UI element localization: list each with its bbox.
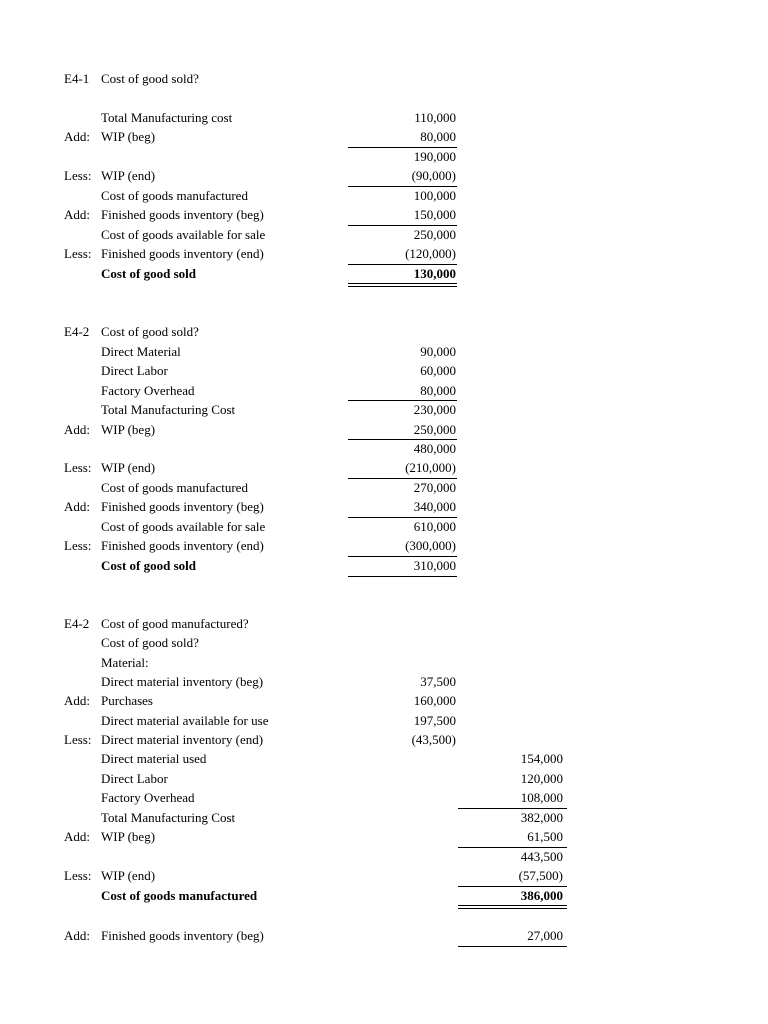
row-label: Finished goods inventory (beg) xyxy=(101,207,264,222)
row-label: Total Manufacturing cost xyxy=(101,110,233,125)
row-amount: 443,500 xyxy=(520,849,563,864)
statement-row xyxy=(0,421,768,439)
row-label: Finished goods inventory (beg) xyxy=(101,499,264,514)
statement-row xyxy=(0,382,768,400)
exercise-question: Cost of good manufactured? xyxy=(101,616,249,631)
row-operator: Add: xyxy=(64,693,90,708)
row-operator: Add: xyxy=(64,829,90,844)
row-label: Cost of goods manufactured xyxy=(101,188,248,203)
statement-row xyxy=(0,615,768,633)
statement-row xyxy=(0,927,768,945)
double-underline-rule xyxy=(348,286,457,287)
statement-row xyxy=(0,362,768,380)
row-amount: 230,000 xyxy=(413,402,456,417)
row-label: Total Manufacturing Cost xyxy=(101,402,236,417)
row-amount: 80,000 xyxy=(420,383,456,398)
statement-row xyxy=(0,887,768,905)
statement-row xyxy=(0,731,768,749)
statement-row xyxy=(0,323,768,341)
statement-row xyxy=(0,128,768,146)
statement-row xyxy=(0,809,768,827)
row-amount: 120,000 xyxy=(520,771,563,786)
row-operator: Less: xyxy=(64,460,92,475)
row-amount: 27,000 xyxy=(527,928,563,943)
row-label: Factory Overhead xyxy=(101,383,195,398)
row-label: Total Manufacturing Cost xyxy=(101,810,236,825)
row-amount: 154,000 xyxy=(520,751,563,766)
row-label: WIP (end) xyxy=(101,168,156,183)
row-amount: (300,000) xyxy=(405,538,456,553)
statement-row xyxy=(0,148,768,166)
statement-row xyxy=(0,70,768,88)
total-amount: 386,000 xyxy=(520,888,563,903)
row-label: Direct material used xyxy=(101,751,207,766)
row-operator: Add: xyxy=(64,207,90,222)
row-label: Direct material inventory (beg) xyxy=(101,674,264,689)
statement-row xyxy=(0,867,768,885)
row-amount: 250,000 xyxy=(413,422,456,437)
total-amount: 130,000 xyxy=(413,266,456,281)
row-operator: Less: xyxy=(64,246,92,261)
statement-row xyxy=(0,848,768,866)
total-label: Cost of good sold xyxy=(101,266,196,281)
section-heading: Material: xyxy=(101,655,149,670)
statement-row xyxy=(0,479,768,497)
statement-row xyxy=(0,557,768,575)
statement-row xyxy=(0,401,768,419)
statement-row xyxy=(0,167,768,185)
row-amount: 340,000 xyxy=(413,499,456,514)
row-amount: 480,000 xyxy=(413,441,456,456)
row-amount: 197,500 xyxy=(413,713,456,728)
row-amount: (120,000) xyxy=(405,246,456,261)
row-label: Purchases xyxy=(101,693,153,708)
row-operator: Less: xyxy=(64,732,92,747)
row-amount: 610,000 xyxy=(413,519,456,534)
row-label: WIP (beg) xyxy=(101,422,156,437)
row-label: Direct Labor xyxy=(101,363,168,378)
row-amount: 80,000 xyxy=(420,129,456,144)
row-label: WIP (beg) xyxy=(101,829,156,844)
underline-rule xyxy=(458,946,567,947)
statement-row xyxy=(0,245,768,263)
row-label: Finished goods inventory (end) xyxy=(101,538,264,553)
statement-row xyxy=(0,828,768,846)
statement-row xyxy=(0,770,768,788)
row-label: Direct Material xyxy=(101,344,181,359)
row-label: WIP (end) xyxy=(101,868,156,883)
statement-row xyxy=(0,789,768,807)
statement-row xyxy=(0,440,768,458)
double-underline-rule xyxy=(348,283,457,284)
exercise-number: E4-2 xyxy=(64,324,90,339)
row-amount: (210,000) xyxy=(405,460,456,475)
row-label: Finished goods inventory (end) xyxy=(101,246,264,261)
row-amount: (90,000) xyxy=(411,168,456,183)
exercise-number: E4-1 xyxy=(64,71,90,86)
row-operator: Less: xyxy=(64,168,92,183)
exercise-question: Cost of good sold? xyxy=(101,71,199,86)
row-amount: (57,500) xyxy=(518,868,563,883)
row-amount: 61,500 xyxy=(527,829,563,844)
statement-row xyxy=(0,206,768,224)
row-label: Factory Overhead xyxy=(101,790,195,805)
double-underline-rule xyxy=(458,908,567,909)
row-amount: 160,000 xyxy=(413,693,456,708)
row-label: Direct Labor xyxy=(101,771,168,786)
total-label: Cost of goods manufactured xyxy=(101,888,258,903)
row-amount: 150,000 xyxy=(413,207,456,222)
row-amount: 60,000 xyxy=(420,363,456,378)
row-amount: (43,500) xyxy=(411,732,456,747)
row-operator: Add: xyxy=(64,129,90,144)
row-amount: 250,000 xyxy=(413,227,456,242)
underline-rule xyxy=(348,576,457,577)
row-label: Direct material inventory (end) xyxy=(101,732,264,747)
exercise-question: Cost of good sold? xyxy=(101,324,199,339)
row-operator: Less: xyxy=(64,538,92,553)
row-amount: 110,000 xyxy=(414,110,456,125)
exercise-question: Cost of good sold? xyxy=(101,635,199,650)
row-operator: Add: xyxy=(64,928,90,943)
row-amount: 108,000 xyxy=(520,790,563,805)
row-label: WIP (beg) xyxy=(101,129,156,144)
row-label: Cost of goods available for sale xyxy=(101,519,266,534)
row-amount: 270,000 xyxy=(413,480,456,495)
statement-row xyxy=(0,673,768,691)
statement-row xyxy=(0,459,768,477)
row-amount: 100,000 xyxy=(413,188,456,203)
row-operator: Add: xyxy=(64,422,90,437)
statement-row xyxy=(0,654,768,672)
row-amount: 90,000 xyxy=(420,344,456,359)
statement-row xyxy=(0,498,768,516)
statement-row xyxy=(0,537,768,555)
statement-row xyxy=(0,750,768,768)
statement-row xyxy=(0,187,768,205)
total-amount: 310,000 xyxy=(413,558,456,573)
statement-row xyxy=(0,518,768,536)
row-label: WIP (end) xyxy=(101,460,156,475)
statement-row xyxy=(0,265,768,283)
statement-row xyxy=(0,109,768,127)
statement-row xyxy=(0,634,768,652)
row-label: Cost of goods manufactured xyxy=(101,480,248,495)
statement-row xyxy=(0,692,768,710)
row-label: Cost of goods available for sale xyxy=(101,227,266,242)
statement-row xyxy=(0,343,768,361)
statement-row xyxy=(0,712,768,730)
statement-row xyxy=(0,226,768,244)
row-operator: Add: xyxy=(64,499,90,514)
row-amount: 37,500 xyxy=(420,674,456,689)
row-label: Direct material available for use xyxy=(101,713,269,728)
double-underline-rule xyxy=(458,905,567,906)
row-amount: 382,000 xyxy=(520,810,563,825)
row-amount: 190,000 xyxy=(413,149,456,164)
row-operator: Less: xyxy=(64,868,92,883)
total-label: Cost of good sold xyxy=(101,558,196,573)
exercise-number: E4-2 xyxy=(64,616,90,631)
row-label: Finished goods inventory (beg) xyxy=(101,928,264,943)
